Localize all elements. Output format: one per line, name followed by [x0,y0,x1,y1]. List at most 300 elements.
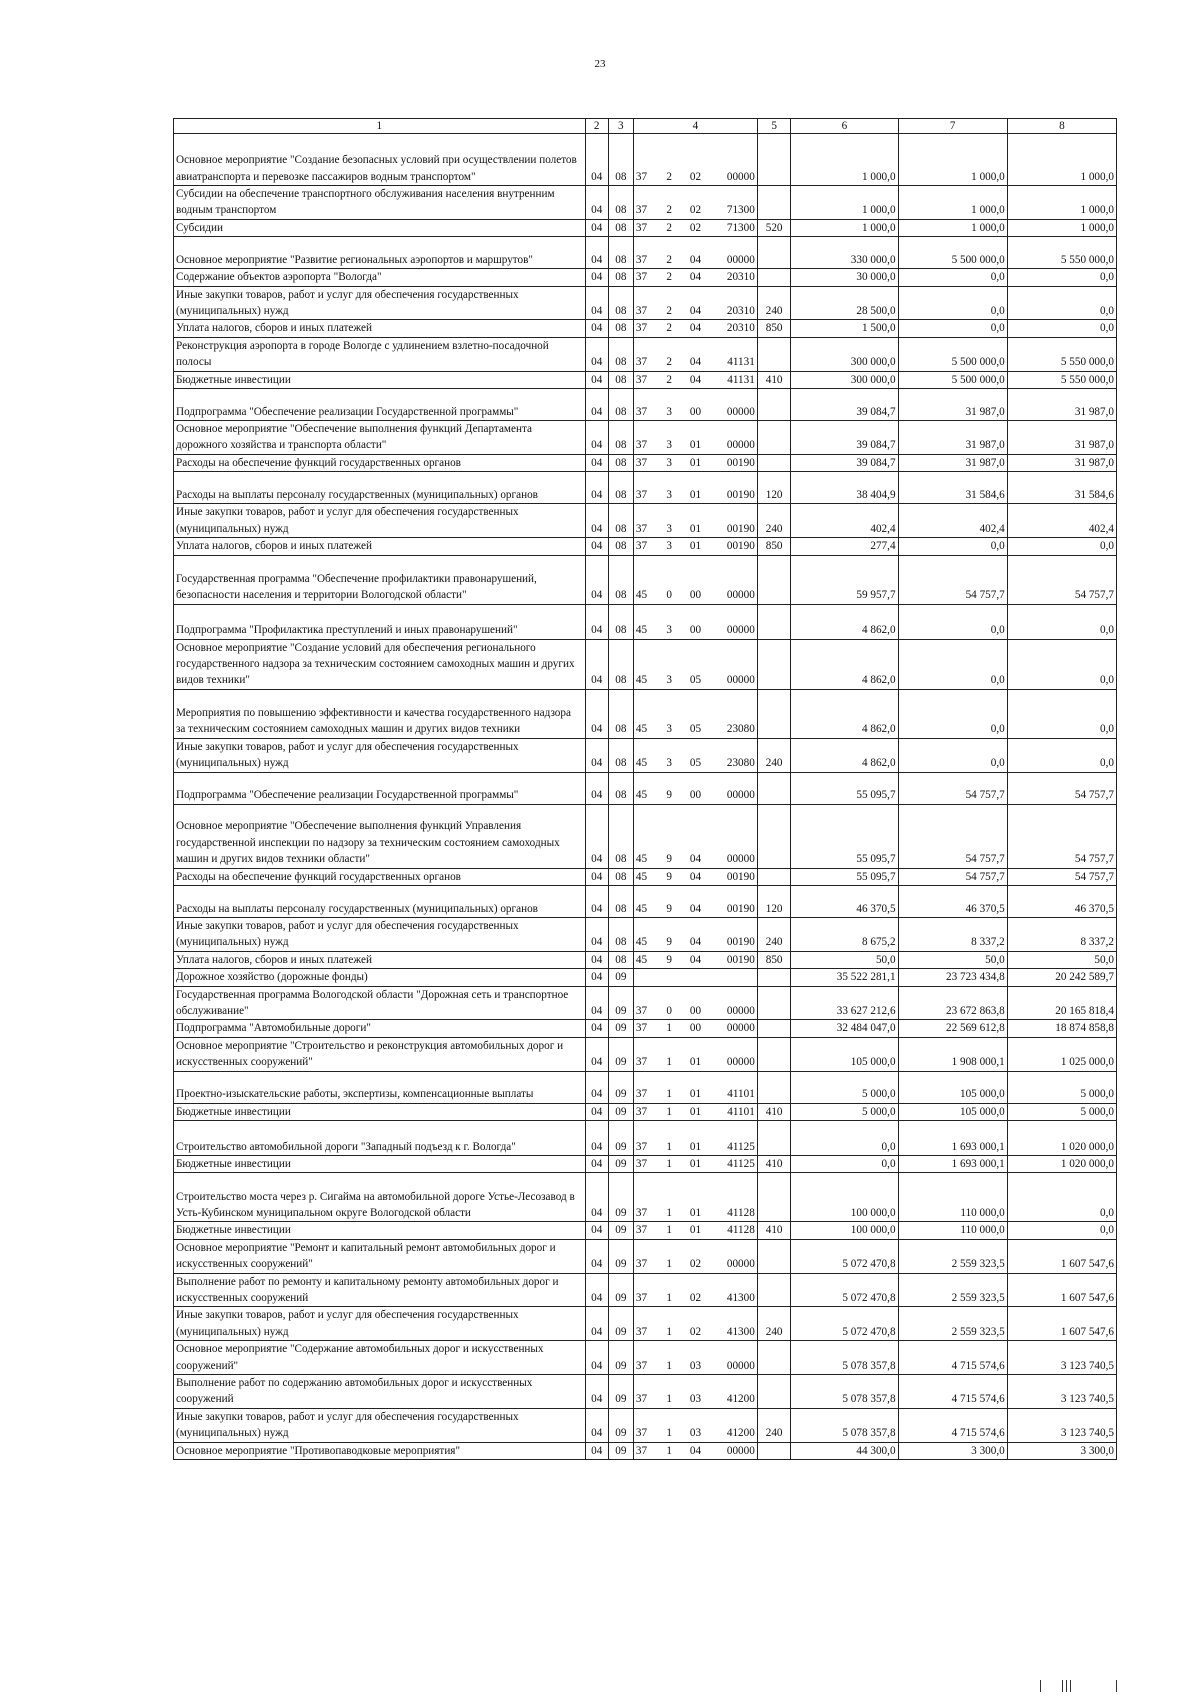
table-row [174,237,1117,269]
expense-type-cell: 240 [757,1307,791,1341]
target-article-part: 1 [666,1359,673,1372]
target-article-part: 37 [635,522,648,535]
amount-year2-cell: 1 908 000,1 [898,1037,1007,1071]
target-article-part: 37 [635,1088,648,1101]
section-code-cell: 04 [585,371,608,388]
target-article-part: 37 [635,456,648,469]
row-name-cell: Иные закупки товаров, работ и услуг для обеспечения государственных (муниципальных) нужд [174,286,586,320]
target-article-part: 01 [689,439,702,452]
target-article-cell [633,389,757,421]
amount-year2-cell: 46 370,5 [898,885,1007,917]
table-row [174,1071,1117,1103]
target-article-part: 9 [666,953,673,966]
target-article-part: 04 [689,853,702,866]
table-row [174,134,1117,186]
amount-year3-cell: 54 757,7 [1007,555,1116,604]
subsection-code-cell: 09 [608,969,633,986]
section-code-cell: 04 [585,689,608,738]
table-row [174,986,1117,1020]
scan-mark [1070,1680,1071,1692]
target-article-code [636,169,755,185]
amount-year3-cell: 54 757,7 [1007,804,1116,868]
table-row [174,389,1117,421]
row-name-cell: Расходы на обеспечение функций государственных органов [174,868,586,885]
amount-year1-cell: 277,4 [791,538,898,555]
amount-year1-cell: 5 072 470,8 [791,1273,898,1307]
target-article-part: 05 [689,674,702,687]
row-name-cell: Бюджетные инвестиции [174,1103,586,1120]
target-article-part: 04 [689,870,702,883]
amount-year3-cell: 0,0 [1007,639,1116,689]
target-article-part: 71300 [726,221,755,234]
target-article-part: 00190 [726,522,755,535]
subsection-code-cell: 08 [608,219,633,236]
expense-type-cell [757,134,791,186]
amount-year2-cell: 402,4 [898,504,1007,538]
subsection-code-cell: 09 [608,1239,633,1273]
target-article-part: 45 [635,936,648,949]
target-article-part: 37 [635,1359,648,1372]
amount-year2-cell: 22 569 612,8 [898,1020,1007,1037]
table-row [174,1103,1117,1120]
target-article-part: 2 [666,271,673,284]
target-article-part: 1 [666,1022,673,1035]
expense-type-cell [757,337,791,371]
subsection-code-cell: 08 [608,951,633,968]
amount-year2-cell: 0,0 [898,689,1007,738]
target-article-part: 04 [689,356,702,369]
amount-year1-cell: 46 370,5 [791,885,898,917]
expense-type-cell: 120 [757,885,791,917]
target-article-part: 03 [689,1359,702,1372]
amount-year1-cell: 5 072 470,8 [791,1307,898,1341]
subsection-code-cell: 08 [608,772,633,804]
target-article-part: 41128 [727,1207,755,1219]
target-article-part: 02 [689,170,702,183]
expense-type-cell: 240 [757,504,791,538]
amount-year3-cell: 0,0 [1007,604,1116,639]
expense-type-cell [757,804,791,868]
amount-year1-cell: 59 957,7 [791,555,898,604]
expense-type-cell: 240 [757,917,791,951]
row-name-cell: Основное мероприятие "Строительство и реконструкция автомобильных дорог и искусственных сооружений" [174,1037,586,1071]
amount-year1-cell: 105 000,0 [791,1037,898,1071]
target-article-part: 37 [635,1207,648,1219]
target-article-part: 00 [689,589,702,602]
section-code-cell: 04 [585,1442,608,1459]
expense-type-cell: 120 [757,472,791,504]
amount-year1-cell: 5 072 470,8 [791,1239,898,1273]
table-row [174,472,1117,504]
target-article-part: 37 [635,221,648,234]
expense-type-cell [757,269,791,286]
target-article-part: 37 [635,1427,648,1440]
target-article-cell [633,738,757,772]
amount-year2-cell: 23 723 434,8 [898,969,1007,986]
table-row [174,371,1117,388]
row-name-cell: Подпрограмма "Автомобильные дороги" [174,1020,586,1037]
target-article-part: 00190 [726,488,755,501]
target-article-code [636,354,755,370]
amount-year3-cell: 5 000,0 [1007,1103,1116,1120]
amount-year3-cell: 1 607 547,6 [1007,1239,1116,1273]
table-row [174,286,1117,320]
table-row [174,1442,1117,1459]
target-article-code [636,1256,755,1272]
target-article-part: 41200 [726,1427,755,1440]
page-number: 23 [594,58,606,70]
target-article-part: 01 [689,456,702,469]
subsection-code-cell: 09 [608,1173,633,1222]
expense-type-cell: 850 [757,538,791,555]
amount-year2-cell: 54 757,7 [898,804,1007,868]
target-article-part: 45 [635,624,648,637]
target-article-part: 23080 [726,723,755,736]
amount-year2-cell: 0,0 [898,604,1007,639]
target-article-part: 01 [689,1056,702,1069]
section-code-cell: 04 [585,421,608,455]
amount-year3-cell: 8 337,2 [1007,917,1116,951]
target-article-part: 2 [666,373,673,386]
row-name-cell: Подпрограмма "Профилактика преступлений и иных правонарушений" [174,604,586,639]
amount-year1-cell: 55 095,7 [791,804,898,868]
amount-year2-cell: 105 000,0 [898,1103,1007,1120]
expense-type-cell [757,1273,791,1307]
target-article-code [636,755,755,771]
table-row [174,689,1117,738]
target-article-code [636,1443,755,1459]
target-article-part: 2 [666,253,673,266]
table-row [174,1222,1117,1239]
header-cell-col6: 6 [791,119,898,134]
target-article-part: 3 [666,624,673,637]
target-article-part: 37 [635,253,648,266]
expense-type-cell [757,868,791,885]
target-article-part: 37 [635,1292,648,1305]
amount-year3-cell: 5 550 000,0 [1007,371,1116,388]
target-article-code [636,220,755,236]
target-article-cell [633,421,757,455]
target-article-part: 3 [666,456,673,469]
amount-year2-cell: 5 500 000,0 [898,337,1007,371]
section-code-cell: 04 [585,1273,608,1307]
amount-year3-cell: 0,0 [1007,269,1116,286]
row-name-cell: Основное мероприятие "Создание условий для обеспечения регионального государственного надзора за техническим состоянием самоходных машин и других видов техники" [174,639,586,689]
target-article-part: 37 [635,405,648,418]
target-article-part: 02 [689,1292,702,1305]
expense-type-cell [757,639,791,689]
amount-year2-cell: 4 715 574,6 [898,1341,1007,1375]
amount-year1-cell: 39 084,7 [791,389,898,421]
target-article-cell [633,639,757,689]
amount-year3-cell: 1 025 000,0 [1007,1037,1116,1071]
target-article-part: 00 [689,405,702,418]
target-article-part: 1 [666,1258,673,1271]
target-article-part: 01 [689,488,702,501]
expense-type-cell [757,421,791,455]
amount-year1-cell: 1 000,0 [791,134,898,186]
target-article-part: 37 [635,439,648,452]
header-cell-col2: 2 [585,119,608,134]
section-code-cell: 04 [585,1103,608,1120]
row-name-cell: Содержание объектов аэропорта "Вологда" [174,269,586,286]
subsection-code-cell: 09 [608,1222,633,1239]
budget-table [173,118,1117,1460]
target-article-code [636,869,755,885]
target-article-part: 03 [689,1393,702,1406]
target-article-cell [633,1408,757,1442]
amount-year2-cell: 0,0 [898,738,1007,772]
target-article-cell [633,1156,757,1173]
section-code-cell: 04 [585,472,608,504]
amount-year1-cell: 35 522 281,1 [791,969,898,986]
scan-mark [1066,1680,1067,1692]
target-article-code [636,1139,755,1155]
target-article-cell [633,1103,757,1120]
expense-type-cell [757,1071,791,1103]
amount-year1-cell: 38 404,9 [791,472,898,504]
target-article-part: 9 [666,936,673,949]
target-article-part: 00 [689,1004,702,1017]
amount-year1-cell: 28 500,0 [791,286,898,320]
section-code-cell: 04 [585,986,608,1020]
target-article-part: 37 [635,1105,648,1118]
target-article-cell [633,454,757,471]
target-article-part: 3 [666,757,673,770]
expense-type-cell [757,237,791,269]
target-article-part: 37 [635,1004,648,1017]
expense-type-cell [757,1341,791,1375]
section-code-cell: 04 [585,1307,608,1341]
target-article-part: 20310 [726,305,755,318]
expense-type-cell [757,1239,791,1273]
section-code-cell: 04 [585,868,608,885]
amount-year3-cell: 3 300,0 [1007,1442,1116,1459]
target-article-part: 01 [689,1140,702,1153]
section-code-cell: 04 [585,1071,608,1103]
target-article-part: 41101 [727,1088,755,1101]
row-name-cell: Иные закупки товаров, работ и услуг для обеспечения государственных (муниципальных) нужд [174,1408,586,1442]
expense-type-cell: 850 [757,951,791,968]
amount-year1-cell: 55 095,7 [791,868,898,885]
target-article-part: 37 [635,488,648,501]
table-row [174,1341,1117,1375]
amount-year3-cell: 54 757,7 [1007,772,1116,804]
target-article-part: 00000 [726,170,755,183]
row-name-cell: Расходы на обеспечение функций государственных органов [174,454,586,471]
expense-type-cell: 520 [757,219,791,236]
target-article-part: 41200 [726,1393,755,1406]
section-code-cell: 04 [585,1037,608,1071]
amount-year3-cell: 3 123 740,5 [1007,1408,1116,1442]
row-name-cell: Иные закупки товаров, работ и услуг для обеспечения государственных (муниципальных) нужд [174,1307,586,1341]
target-article-part: 37 [635,1258,648,1271]
table-row [174,772,1117,804]
section-code-cell: 04 [585,951,608,968]
table-row [174,738,1117,772]
row-name-cell: Бюджетные инвестиции [174,1156,586,1173]
section-code-cell: 04 [585,969,608,986]
table-row [174,421,1117,455]
target-article-cell [633,885,757,917]
amount-year3-cell: 1 607 547,6 [1007,1273,1116,1307]
target-article-part: 37 [635,305,648,318]
target-article-cell [633,689,757,738]
subsection-code-cell: 08 [608,269,633,286]
table-row [174,1273,1117,1307]
target-article-part: 00000 [726,853,755,866]
target-article-cell [633,320,757,337]
amount-year2-cell: 31 987,0 [898,389,1007,421]
target-article-part: 3 [666,540,673,553]
target-article-part: 00190 [726,936,755,949]
amount-year1-cell: 4 862,0 [791,689,898,738]
amount-year1-cell: 32 484 047,0 [791,1020,898,1037]
target-article-part: 03 [689,1427,702,1440]
target-article-part: 45 [635,757,648,770]
amount-year2-cell: 1 000,0 [898,219,1007,236]
expense-type-cell [757,604,791,639]
target-article-part: 9 [666,902,673,915]
target-article-part: 9 [666,870,673,883]
amount-year2-cell: 0,0 [898,269,1007,286]
target-article-code [636,487,755,503]
target-article-code [636,672,755,688]
target-article-code [636,1104,755,1120]
amount-year1-cell: 300 000,0 [791,371,898,388]
target-article-part: 04 [689,271,702,284]
amount-year3-cell: 18 874 858,8 [1007,1020,1116,1037]
target-article-part: 00 [689,624,702,637]
target-article-part: 3 [666,439,673,452]
amount-year3-cell: 0,0 [1007,1173,1116,1222]
target-article-part: 37 [635,170,648,183]
amount-year2-cell: 54 757,7 [898,555,1007,604]
target-article-cell [633,134,757,186]
table-row [174,917,1117,951]
subsection-code-cell: 08 [608,134,633,186]
target-article-code [636,1205,755,1221]
amount-year3-cell: 0,0 [1007,689,1116,738]
amount-year1-cell: 8 675,2 [791,917,898,951]
amount-year3-cell: 50,0 [1007,951,1116,968]
target-article-part: 00000 [726,439,755,452]
subsection-code-cell: 08 [608,604,633,639]
table-row [174,337,1117,371]
target-article-cell [633,772,757,804]
amount-year1-cell: 4 862,0 [791,738,898,772]
target-article-part: 37 [635,373,648,386]
target-article-part: 45 [635,870,648,883]
row-name-cell: Основное мероприятие "Развитие региональных аэропортов и маршрутов" [174,237,586,269]
expense-type-cell: 410 [757,1222,791,1239]
target-article-code [636,455,755,471]
subsection-code-cell: 08 [608,689,633,738]
amount-year1-cell: 1 500,0 [791,320,898,337]
section-code-cell: 04 [585,917,608,951]
target-article-code [636,587,755,603]
amount-year1-cell: 5 000,0 [791,1103,898,1120]
section-code-cell: 04 [585,772,608,804]
target-article-cell [633,1173,757,1222]
amount-year2-cell: 23 672 863,8 [898,986,1007,1020]
subsection-code-cell: 08 [608,421,633,455]
target-article-part: 0 [666,589,673,602]
target-article-part: 00000 [726,405,755,418]
target-article-part: 2 [666,204,673,217]
target-article-code [636,787,755,803]
amount-year1-cell: 30 000,0 [791,269,898,286]
target-article-part: 00000 [726,674,755,687]
target-article-cell [633,604,757,639]
subsection-code-cell: 08 [608,917,633,951]
amount-year2-cell: 54 757,7 [898,772,1007,804]
subsection-code-cell: 08 [608,454,633,471]
target-article-part: 37 [635,271,648,284]
target-article-part: 00190 [726,870,755,883]
target-article-part: 00000 [726,589,755,602]
subsection-code-cell: 08 [608,472,633,504]
section-code-cell: 04 [585,504,608,538]
table-row [174,1037,1117,1071]
scan-mark [1062,1680,1063,1692]
amount-year2-cell: 0,0 [898,320,1007,337]
target-article-part: 1 [666,1427,673,1440]
section-code-cell: 04 [585,237,608,269]
amount-year3-cell: 0,0 [1007,738,1116,772]
amount-year1-cell: 50,0 [791,951,898,968]
subsection-code-cell: 08 [608,868,633,885]
target-article-code [636,521,755,537]
table-row [174,1239,1117,1273]
table-row [174,969,1117,986]
target-article-part: 37 [635,1056,648,1069]
header-cell-col8: 8 [1007,119,1116,134]
target-article-part: 2 [666,221,673,234]
target-article-part: 04 [689,373,702,386]
row-name-cell: Бюджетные инвестиции [174,371,586,388]
section-code-cell: 04 [585,1121,608,1156]
row-name-cell: Бюджетные инвестиции [174,1222,586,1239]
subsection-code-cell: 09 [608,1103,633,1120]
subsection-code-cell: 09 [608,1037,633,1071]
target-article-part: 41125 [727,1140,755,1153]
target-article-cell [633,555,757,604]
row-name-cell: Государственная программа "Обеспечение профилактики правонарушений, безопасности населения и территории Вологодской области" [174,555,586,604]
expense-type-cell: 410 [757,1156,791,1173]
section-code-cell: 04 [585,1239,608,1273]
target-article-part: 45 [635,589,648,602]
subsection-code-cell: 08 [608,804,633,868]
target-article-cell [633,1442,757,1459]
amount-year2-cell: 105 000,0 [898,1071,1007,1103]
amount-year3-cell: 1 020 000,0 [1007,1156,1116,1173]
amount-year3-cell: 31 584,6 [1007,472,1116,504]
target-article-code [636,1003,755,1019]
target-article-cell [633,868,757,885]
amount-year2-cell: 0,0 [898,639,1007,689]
section-code-cell: 04 [585,186,608,220]
amount-year1-cell: 5 000,0 [791,1071,898,1103]
subsection-code-cell: 08 [608,504,633,538]
subsection-code-cell: 09 [608,1273,633,1307]
target-article-part: 41300 [726,1292,755,1305]
amount-year3-cell: 20 242 589,7 [1007,969,1116,986]
target-article-code [636,252,755,268]
section-code-cell: 04 [585,804,608,868]
scan-mark [1040,1680,1041,1692]
section-code-cell: 04 [585,219,608,236]
